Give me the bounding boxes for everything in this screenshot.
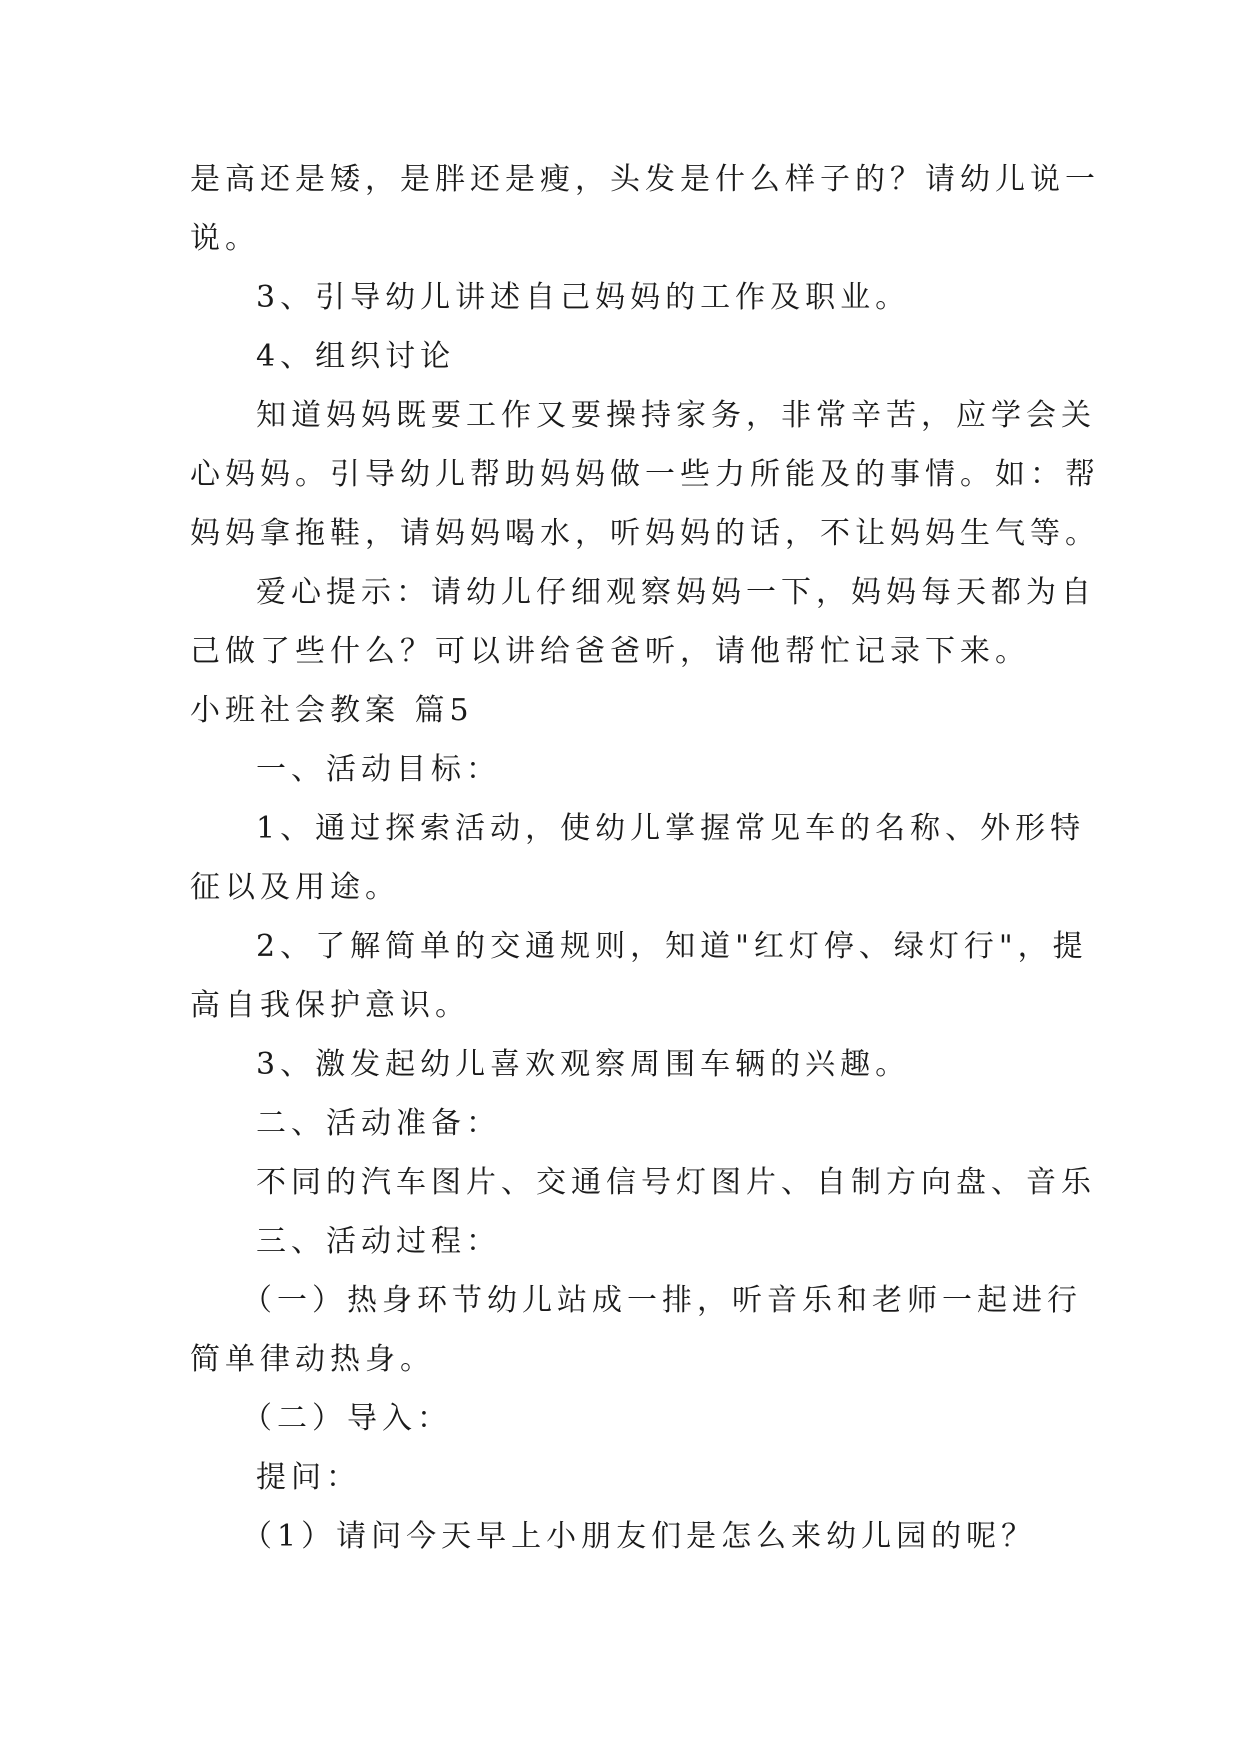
subheading-line: 三、活动过程： bbox=[256, 1224, 501, 1259]
list-item-line: 1、通过探索活动，使幼儿掌握常见车的名称、外形特 bbox=[256, 811, 1086, 846]
paragraph-continuation-line: 说。 bbox=[190, 221, 260, 256]
paragraph-line: 提问： bbox=[256, 1460, 361, 1495]
list-item-line: 3、引导幼儿讲述自己妈妈的工作及职业。 bbox=[256, 280, 911, 315]
section-heading: 小班社会教案 篇5 bbox=[190, 693, 474, 728]
paragraph-line: 不同的汽车图片、交通信号灯图片、自制方向盘、音乐 bbox=[256, 1165, 1096, 1200]
paragraph-line: （一）热身环节幼儿站成一排，听音乐和老师一起进行 bbox=[242, 1283, 1082, 1318]
paragraph-continuation-line: 高自我保护意识。 bbox=[190, 988, 470, 1023]
paragraph-continuation-line: 心妈妈。引导幼儿帮助妈妈做一些力所能及的事情。如：帮 bbox=[190, 457, 1100, 492]
paragraph-continuation-line: 是高还是矮，是胖还是瘦，头发是什么样子的？请幼儿说一 bbox=[190, 162, 1100, 197]
subheading-line: 二、活动准备： bbox=[256, 1106, 501, 1141]
document-page bbox=[190, 150, 1100, 1566]
list-item-line: 4、组织讨论 bbox=[256, 339, 456, 374]
paragraph-continuation-line: 己做了些什么？可以讲给爸爸听，请他帮忙记录下来。 bbox=[190, 634, 1030, 669]
list-item-line: （1）请问今天早上小朋友们是怎么来幼儿园的呢？ bbox=[242, 1519, 1037, 1554]
list-item-line: 3、激发起幼儿喜欢观察周围车辆的兴趣。 bbox=[256, 1047, 911, 1082]
list-item-line: 2、了解简单的交通规则，知道"红灯停、绿灯行"，提 bbox=[256, 929, 1088, 964]
subheading-line: 一、活动目标： bbox=[256, 752, 501, 787]
paragraph-line: 爱心提示：请幼儿仔细观察妈妈一下，妈妈每天都为自 bbox=[256, 575, 1096, 610]
paragraph-continuation-line: 简单律动热身。 bbox=[190, 1342, 435, 1377]
paragraph-line: 知道妈妈既要工作又要操持家务，非常辛苦，应学会关 bbox=[256, 398, 1096, 433]
paragraph-continuation-line: 妈妈拿拖鞋，请妈妈喝水，听妈妈的话，不让妈妈生气等。 bbox=[190, 516, 1100, 551]
subheading-line: （二）导入： bbox=[242, 1401, 452, 1436]
paragraph-continuation-line: 征以及用途。 bbox=[190, 870, 400, 905]
